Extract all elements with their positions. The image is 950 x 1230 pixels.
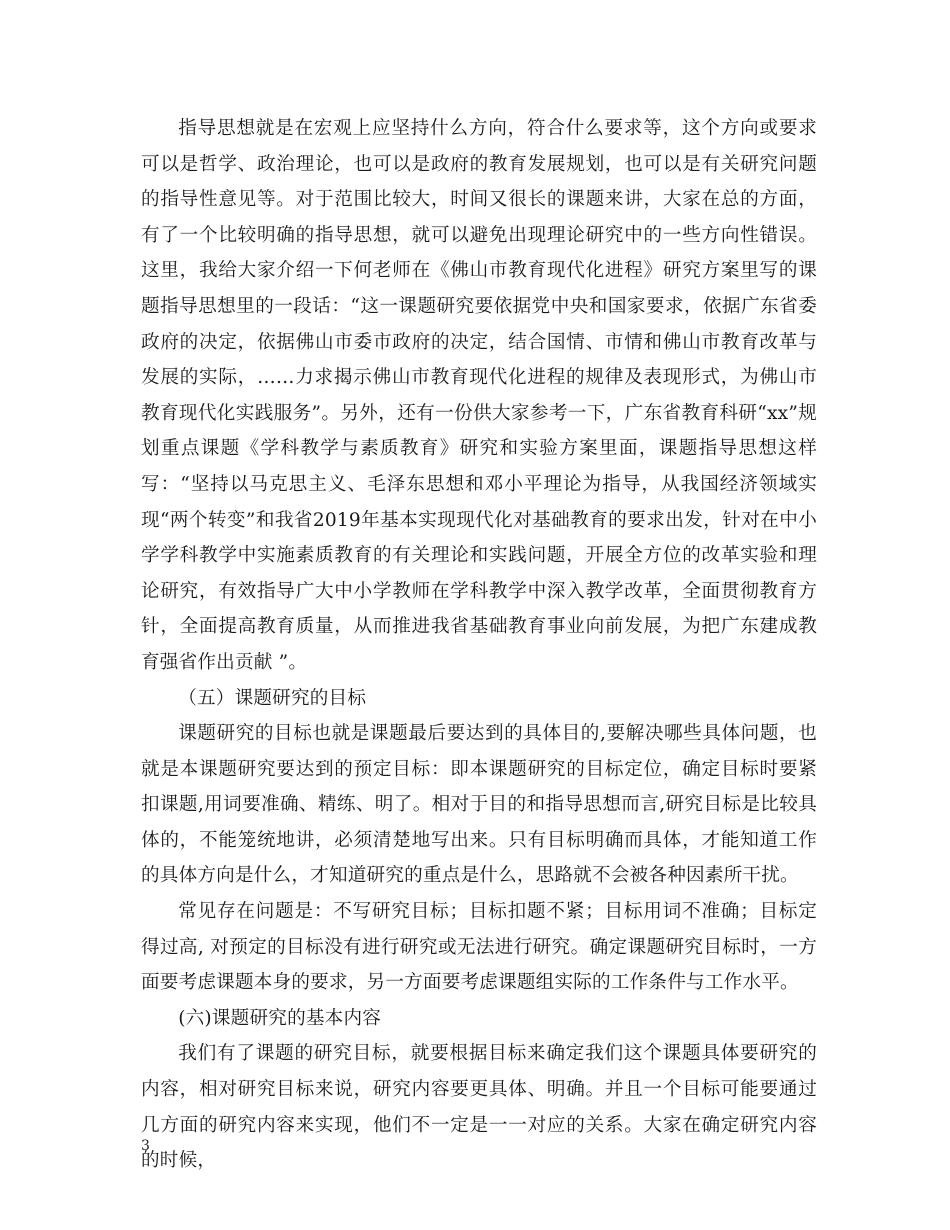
page-number: 3	[141, 1138, 150, 1154]
heading-basic-content: (六)课题研究的基本内容	[178, 1007, 382, 1029]
paragraph-research-goal: 课题研究的目标也就是课题最后要达到的具体目的,要解决哪些具体问题，也就是本课题研究要达到的预定目标：即本课题研究的目标定位，确定目标时要紧扣课题,用词要准确、精练、明了。相对于目的和指导思想而言,研究目标是比较具体的，不能笼统地讲，必须清楚地写出来。只有目标明确而具体，才能知道工作的具体方向是什么，才知道研究的重点是什么，思路就不会被各种因素所干扰。	[141, 723, 817, 887]
body-text	[141, 111, 817, 1179]
paragraph-guiding-thought: 指导思想就是在宏观上应坚持什么方向，符合什么要求等，这个方向或要求可以是哲学、政治理论，也可以是政府的教育发展规划，也可以是有关研究问题的指导性意见等。对于范围比较大，时间又很长的课题来讲，大家在总的方面，有了一个比较明确的指导思想，就可以避免出现理论研究中的一些方向性错误。这里，我给大家介绍一下何老师在《佛山市教育现代化进程》研究方案里写的课题指导思想里的一段话：“这一课题研究要依据党中央和国家要求，依据广东省委政府的决定，依据佛山市委市政府的决定，结合国情、市情和佛山市教育改革与发展的实际，……力求揭示佛山市教育现代化进程的规律及表现形式，为佛山市教育现代化实践服务”。另外，还有一份供大家参考一下，广东省教育科研“xx”规划重点课题《学科教学与素质教育》研究和实验方案里面，课题指导思想这样写：“坚持以马克思主义、毛泽东思想和邓小平理论为指导，从我国经济领域实现“两个转变”和我省2019年基本实现现代化对基础教育的要求出发，针对在中小学学科教学中实施素质教育的有关理论和实践问题，开展全方位的改革实验和理论研究，有效指导广大中小学教师在学科教学中深入教学改革，全面贯彻教育方针，全面提高教育质量，从而推进我省基础教育事业向前发展，为把广东建成教育强省作出贡献 ”。	[141, 118, 817, 673]
paragraph-common-problems: 常见存在问题是：不写研究目标；目标扣题不紧；目标用词不准确；目标定得过高, 对预定的目标没有进行研究或无法进行研究。确定课题研究目标时，一方面要考虑课题本身的要求，另一方面要考虑课题组实际的工作条件与工作水平。	[141, 901, 817, 994]
heading-research-goal: （五）课题研究的目标	[178, 687, 367, 709]
paragraph-basic-content: 我们有了课题的研究目标，就要根据目标来确定我们这个课题具体要研究的内容，相对研究目标来说，研究内容要更具体、明确。并且一个目标可能要通过几方面的研究内容来实现，他们不一定是一一对应的关系。大家在确定研究内容的时候，	[141, 1043, 817, 1172]
